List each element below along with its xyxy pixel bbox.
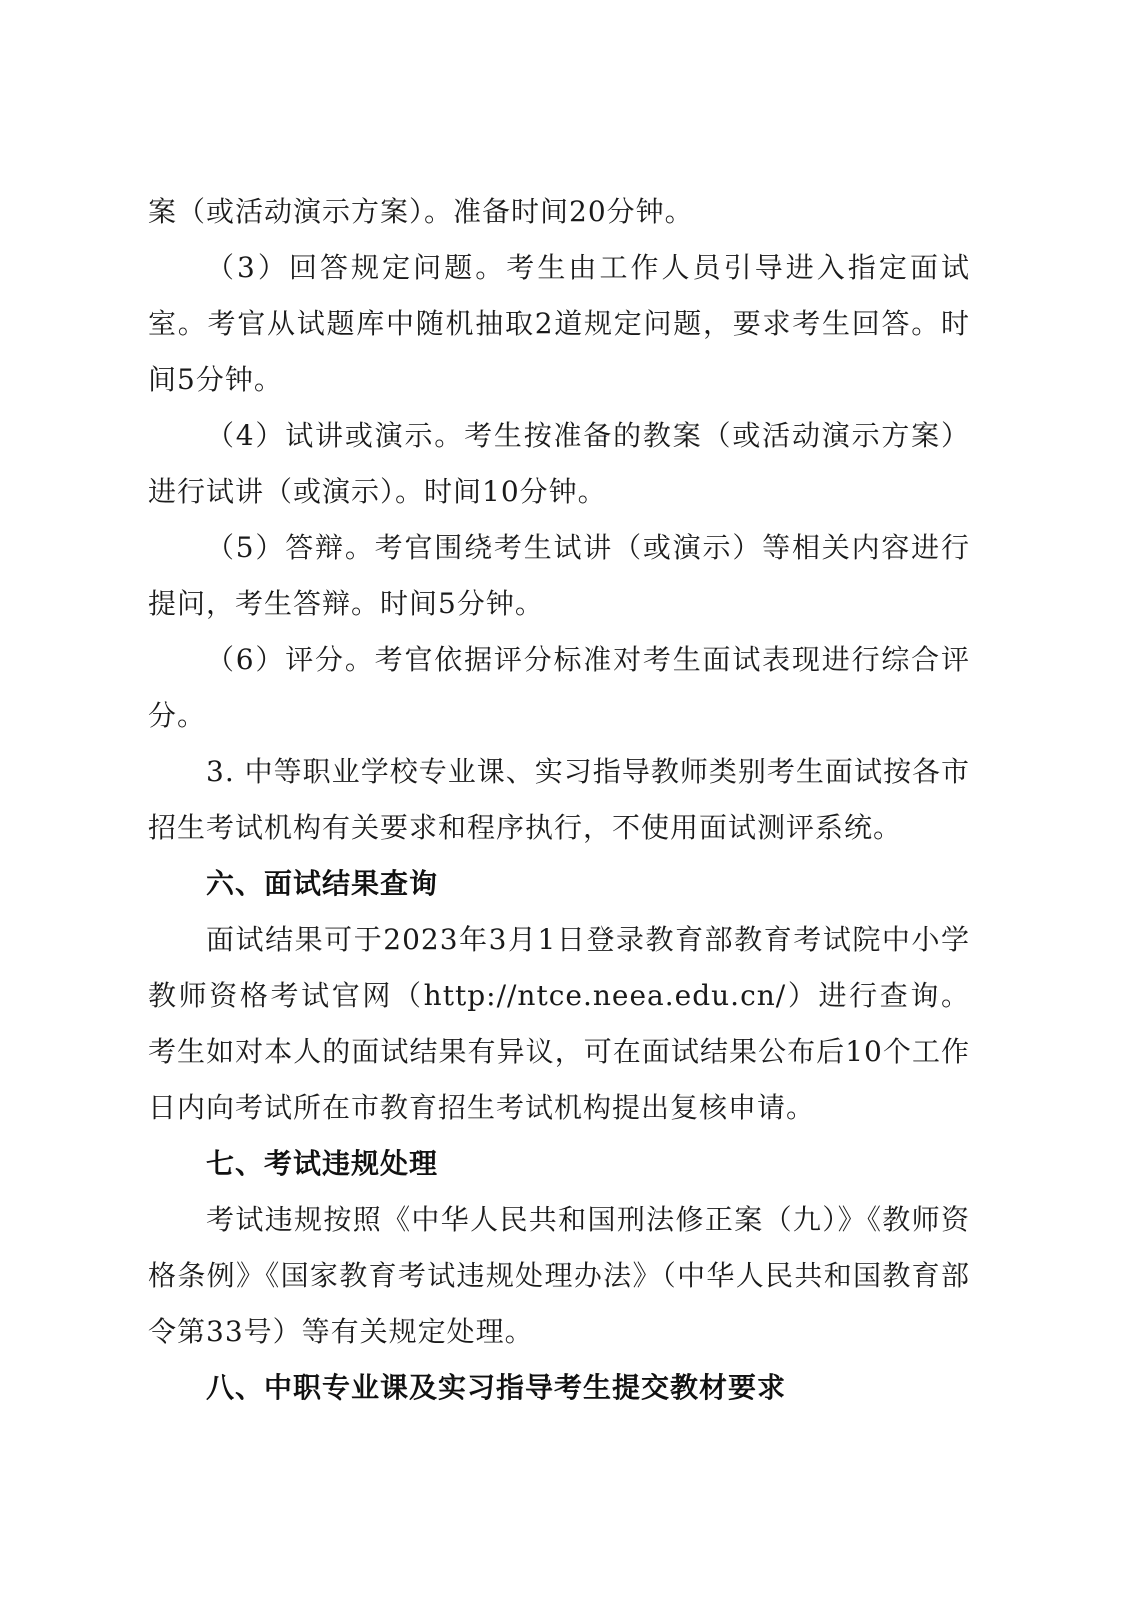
section-heading-6: 六、面试结果查询: [206, 867, 439, 900]
paragraph-violations: 考试违规按照《中华人民共和国刑法修正案（九）》《教师资格条例》《国家教育考试违规处理办法》（中华人民共和国教育部令第33号）等有关规定处理。: [148, 1203, 970, 1348]
paragraph-item-3: 3. 中等职业学校专业课、实习指导教师类别考生面试按各市招生考试机构有关要求和程序执行，不使用面试测评系统。: [148, 755, 970, 844]
paragraph-results-query: 面试结果可于2023年3月1日登录教育部教育考试院中小学教师资格考试官网（http://ntce.neea.edu.cn/）进行查询。考生如对本人的面试结果有异议，可在面试结果公布后10个工作日内向考试所在市教育招生考试机构提出复核申请。: [148, 923, 970, 1124]
document-body: [148, 184, 970, 1416]
paragraph-step-6: （6）评分。考官依据评分标准对考生面试表现进行综合评分。: [148, 643, 970, 732]
paragraph-step-5: （5）答辩。考官围绕考生试讲（或演示）等相关内容进行提问，考生答辩。时间5分钟。: [148, 531, 970, 620]
section-heading-8: 八、中职专业课及实习指导考生提交教材要求: [206, 1371, 787, 1404]
paragraph-step-3: （3）回答规定问题。考生由工作人员引导进入指定面试室。考官从试题库中随机抽取2道规定问题，要求考生回答。时间5分钟。: [148, 251, 970, 396]
paragraph-step-4: （4）试讲或演示。考生按准备的教案（或活动演示方案）进行试讲（或演示）。时间10分钟。: [148, 419, 970, 508]
paragraph-continuation: 案（或活动演示方案）。准备时间20分钟。: [148, 195, 694, 228]
section-heading-7: 七、考试违规处理: [206, 1147, 439, 1180]
